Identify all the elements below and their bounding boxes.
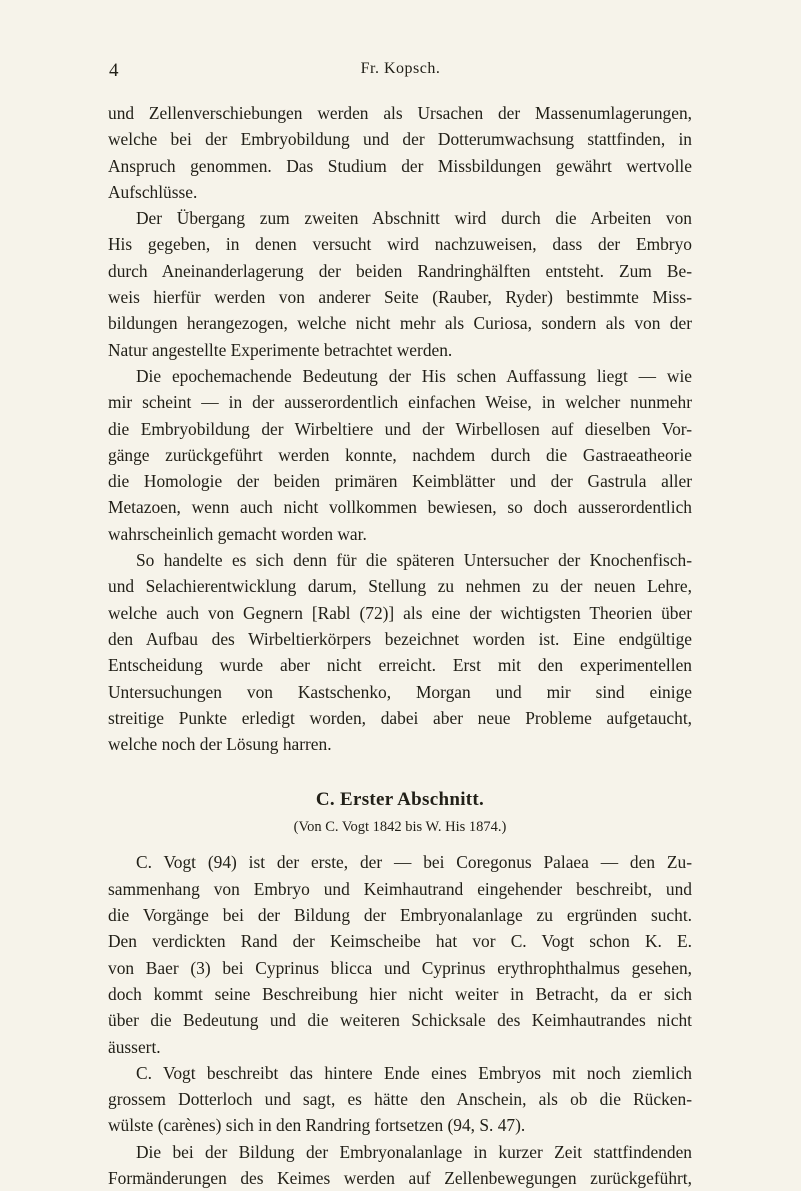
text-line: Entscheidung wurde aber nicht erreicht. Erst mit den experimentellen [108,655,692,676]
text-line: welche bei der Embryobildung und der Dotterumwachsung stattfinden, in [108,129,692,150]
text-line: So handelte es sich denn für die späteren Untersucher der Knochenfisch- [136,550,692,571]
text-line: doch kommt seine Beschreibung hier nicht weiter in Betracht, da er sich [108,983,692,1004]
text-line: von Baer (3) bei Cyprinus blicca und Cyprinus erythrophthalmus gesehen, [108,957,692,978]
text-line: welche auch von Gegnern [Rabl (72)] als eine der wichtigsten Theorien über [108,602,692,623]
text-line: wülste (carènes) sich in den Randring fortsetzen (94, S. 47). [108,1115,526,1136]
text-line: den Aufbau des Wirbeltierkörpers bezeichnet worden ist. Eine endgültige [108,628,692,649]
running-head: Fr. Kopsch. [360,60,441,77]
text-line: grossem Dotterloch und sagt, es hätte den Anschein, als ob die Rücken- [108,1089,692,1110]
text-line: die Vorgänge bei der Bildung der Embryonalanlage zu ergründen sucht. [108,905,692,926]
text-line: wahrscheinlich gemacht worden war. [108,523,367,544]
text-line: Die bei der Bildung der Embryonalanlage in kurzer Zeit stattfindenden [136,1141,692,1162]
text-line: äussert. [108,1036,161,1057]
text-line: weis hierfür werden von anderer Seite (Rauber, Ryder) bestimmte Miss- [108,287,692,308]
text-line: Die epochemachende Bedeutung der His schen Auffassung liegt — wie [136,365,692,386]
text-line: durch Aneinanderlagerung der beiden Randringhälften entsteht. Zum Be- [108,260,692,281]
text-line: welche noch der Lösung harren. [108,734,332,755]
text-line: die Homologie der beiden primären Keimblätter und der Gastrula aller [108,471,692,492]
text-line: Aufschlüsse. [108,181,198,202]
text-line: His gegeben, in denen versucht wird nachzuweisen, dass der Embryo [108,234,692,255]
text-line: sammenhang von Embryo und Keimhautrand eingehender beschreibt, und [108,878,692,899]
body-text [108,100,692,1191]
text-line: und Zellenverschiebungen werden als Ursachen der Massenumlagerungen, [108,103,692,123]
text-line: und Selachierentwicklung darum, Stellung zu nehmen zu der neuen Lehre, [108,576,692,597]
text-line: streitige Punkte erledigt worden, dabei aber neue Probleme aufgetaucht, [108,707,692,728]
section-subheading: (Von C. Vogt 1842 bis W. His 1874.) [293,819,507,836]
page-number: 4 [109,60,119,81]
text-line: die Embryobildung der Wirbeltiere und der Wirbellosen auf dieselben Vor- [108,418,692,439]
text-line: gänge zurückgeführt werden konnte, nachdem durch die Gastraeatheorie [108,444,692,465]
page-header [0,60,801,86]
section-heading: C. Erster Abschnitt. [315,789,485,811]
text-line: über die Bedeutung und die weiteren Schicksale des Keimhautrandes nicht [108,1010,692,1031]
text-line: Metazoen, wenn auch nicht vollkommen bewiesen, so doch ausserordentlich [108,497,692,518]
text-line: C. Vogt beschreibt das hintere Ende eines Embryos mit noch ziemlich [136,1062,692,1083]
text-line: Den verdickten Rand der Keimscheibe hat vor C. Vogt schon K. E. [108,931,692,952]
text-line: mir scheint — in der ausserordentlich einfachen Weise, in welcher nunmehr [108,392,692,413]
text-line: Untersuchungen von Kastschenko, Morgan und mir sind einige [108,681,692,702]
section-heading-block [108,757,692,849]
text-line: bildungen herangezogen, welche nicht mehr als Curiosa, sondern als von der [108,313,692,334]
text-line: Anspruch genommen. Das Studium der Missbildungen gewährt wertvolle [108,155,692,176]
text-line: C. Vogt (94) ist der erste, der — bei Coregonus Palaea — den Zu- [136,852,692,873]
text-line: Natur angestellte Experimente betrachtet werden. [108,339,453,360]
text-line: Formänderungen des Keimes werden auf Zellenbewegungen zurückgeführt, [108,1167,692,1188]
text-line: Der Übergang zum zweiten Abschnitt wird durch die Arbeiten von [136,208,692,229]
